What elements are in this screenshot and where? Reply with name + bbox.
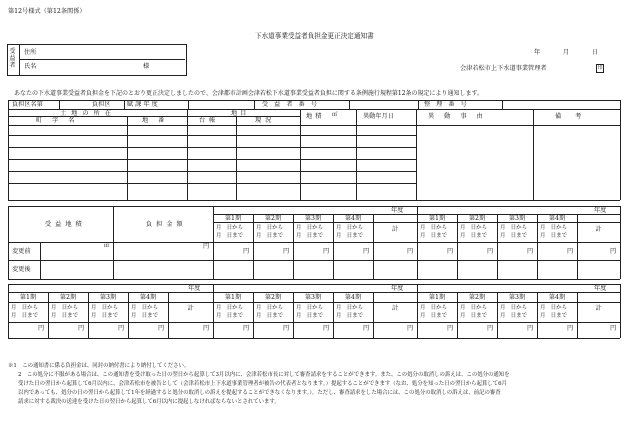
from-label: 月 日から <box>540 225 567 231</box>
beneficiary-no-label: 受益者番号 <box>262 101 323 108</box>
yen-unit: 円 <box>527 248 534 255</box>
period-1c: 第1期 <box>19 294 37 301</box>
date-year: 年 <box>534 49 541 56</box>
to-label: 月 日まで <box>460 313 487 319</box>
from-label: 月 日から <box>256 225 283 231</box>
remarks-header: 備考 <box>555 113 596 120</box>
area-unit: ㎡ <box>332 112 338 118</box>
yen-unit: 円 <box>567 248 574 255</box>
note-2-cont-2: 以内であっても、処分の日の翌日から起算して1年を経過すると処分の取消しの訴えを提起することができなくなります。）。ただし、審査請求をした場合には、この処分の取消しの訴えは、前記の審査 <box>18 390 501 396</box>
document-title: 下水道事業受益者負担金更正決定通知書 <box>255 32 374 40</box>
note-1: ※1 この通知書に係る負担金は、同封の納付書により納付してください。 <box>8 363 190 369</box>
period-3e: 第3期 <box>508 294 526 301</box>
yen-unit: 円 <box>78 325 85 332</box>
from-label: 月 日から <box>216 305 243 311</box>
from-label: 月 日から <box>216 225 243 231</box>
total-label: 計 <box>391 305 399 312</box>
change-date-header: 異動年月日 <box>363 113 394 120</box>
yen-unit: 円 <box>203 325 210 332</box>
yen-unit: 円 <box>158 325 165 332</box>
yen-unit: 円 <box>487 248 494 255</box>
from-label: 月 日から <box>420 305 447 311</box>
yen-unit: 円 <box>407 248 414 255</box>
before-label: 変更前 <box>12 248 31 255</box>
yen-unit: 円 <box>567 325 574 332</box>
from-label: 月 日から <box>256 305 283 311</box>
yen-unit: 円 <box>610 248 617 255</box>
from-label: 月 日から <box>500 305 527 311</box>
ward-label: 負担区名第 <box>12 101 43 108</box>
from-label: 月 日から <box>460 225 487 231</box>
change-reason-header: 異動事由 <box>428 113 493 120</box>
period-4a: 第4期 <box>344 215 362 222</box>
period-2d: 第2期 <box>264 294 282 301</box>
from-label: 月 日から <box>131 305 158 311</box>
period-4d: 第4期 <box>344 294 362 301</box>
address-label: 住所 <box>24 49 37 56</box>
levy-year-label: 賦課年度 <box>127 101 160 108</box>
note-2-cont-3: 請求に対する裁決の送達を受けた日の翌日から起算して6月以内に提起しなければならないとされています。 <box>18 399 280 405</box>
note-2-cont-1: 受けた日の翌日から起算して6月以内に、会津若松市を被告として（会津若松市上下水道事業管理者が被告の代表者となります。）提起することができます（なお、処分を知った日の翌日から起算して6月 <box>18 381 507 387</box>
yen-unit: 円 <box>447 325 454 332</box>
to-label: 月 日まで <box>420 233 447 239</box>
period-4e: 第4期 <box>548 294 566 301</box>
to-label: 月 日まで <box>420 313 447 319</box>
yen-unit: 円 <box>407 325 414 332</box>
period-1d: 第1期 <box>224 294 242 301</box>
current-header: 現況 <box>255 117 276 124</box>
year-label-3: 年度 <box>188 285 201 292</box>
issuer-name: 会津若松市上下水道事業管理者 <box>460 65 547 72</box>
to-label: 月 日まで <box>336 233 363 239</box>
period-3d: 第3期 <box>304 294 322 301</box>
yen-unit: 円 <box>323 248 330 255</box>
to-label: 月 日まで <box>131 313 158 319</box>
form-id: 第12号様式（第12条関係） <box>8 8 86 15</box>
period-3a: 第3期 <box>304 215 322 222</box>
period-1b: 第1期 <box>428 215 446 222</box>
year-label-5: 年度 <box>594 285 607 292</box>
to-label: 月 日まで <box>336 313 363 319</box>
yen-unit: 円 <box>243 325 250 332</box>
area-col-header: 受益地積 <box>45 221 86 228</box>
year-label-2: 年度 <box>594 207 607 214</box>
from-label: 月 日から <box>11 305 38 311</box>
period-2a: 第2期 <box>264 215 282 222</box>
period-1a: 第1期 <box>224 215 242 222</box>
after-label: 変更後 <box>12 266 31 273</box>
period-3b: 第3期 <box>508 215 526 222</box>
yen-unit: 円 <box>243 248 250 255</box>
period-2e: 第2期 <box>468 294 486 301</box>
honorific: 様 <box>143 63 150 70</box>
period-2c: 第2期 <box>59 294 77 301</box>
to-label: 月 日まで <box>256 313 283 319</box>
seal-mark: 印 <box>597 65 603 71</box>
yen-unit: 円 <box>610 325 617 332</box>
period-1e: 第1期 <box>428 294 446 301</box>
from-label: 月 日から <box>500 225 527 231</box>
to-label: 月 日まで <box>540 233 567 239</box>
note-2: 2 この処分に不服がある場合は、この通知書を受け取った日の翌日から起算して3月以内に、会津若松市長に対して審査請求をすることができます。また、この処分の取消しの訴えは、この処分の通知を <box>18 372 510 378</box>
to-label: 月 日まで <box>296 313 323 319</box>
from-label: 月 日から <box>51 305 78 311</box>
yen-unit: 円 <box>283 248 290 255</box>
from-label: 月 日から <box>336 305 363 311</box>
sqm-unit: ㎡ <box>104 243 110 249</box>
to-label: 月 日まで <box>296 233 323 239</box>
from-label: 月 日から <box>91 305 118 311</box>
recipient-side-label: 受益者 <box>9 48 16 69</box>
area-header: 地積 <box>306 113 325 120</box>
total-label: 計 <box>595 226 602 233</box>
from-label: 月 日から <box>460 305 487 311</box>
to-label: 月 日まで <box>91 313 118 319</box>
amount-col-header: 負担金額 <box>146 221 187 228</box>
total-label: 計 <box>187 305 194 312</box>
yen-unit: 円 <box>118 325 125 332</box>
year-label-1: 年度 <box>391 207 404 214</box>
ref-no-label: 整理番号 <box>424 101 473 108</box>
intro-text: あなたの下水道事業受益者負担金を下記のとおり更正決定しましたので、会津都市計画会津若松下水道事業受益者負担に関する条例施行規程第12条の規定により通知します。 <box>14 90 484 97</box>
period-4c: 第4期 <box>139 294 157 301</box>
yen-unit: 円 <box>363 248 370 255</box>
date-day: 日 <box>592 49 599 56</box>
from-label: 月 日から <box>336 225 363 231</box>
register-header: 台帳 <box>199 117 220 124</box>
yen-unit: 円 <box>527 325 534 332</box>
ledger-header: 地目 <box>231 110 250 117</box>
yen-unit: 円 <box>363 325 370 332</box>
location-header: 土地の所在 <box>60 110 116 117</box>
period-3c: 第3期 <box>99 294 117 301</box>
period-4b: 第4期 <box>548 215 566 222</box>
ward-suffix: 負担区 <box>92 101 111 108</box>
to-label: 月 日まで <box>256 233 283 239</box>
period-2b: 第2期 <box>468 215 486 222</box>
name-label: 氏名 <box>24 63 37 70</box>
yen-unit: 円 <box>283 325 290 332</box>
to-label: 月 日まで <box>460 233 487 239</box>
to-label: 月 日まで <box>11 313 38 319</box>
yen-unit: 円 <box>203 243 210 250</box>
town-header: 町字名 <box>36 117 85 124</box>
to-label: 月 日まで <box>500 233 527 239</box>
yen-unit: 円 <box>323 325 330 332</box>
to-label: 月 日まで <box>500 313 527 319</box>
yen-unit: 円 <box>447 248 454 255</box>
total-label: 計 <box>595 305 602 312</box>
date-month: 月 <box>563 49 570 56</box>
from-label: 月 日から <box>296 225 323 231</box>
yen-unit: 円 <box>487 325 494 332</box>
total-label: 計 <box>391 226 399 233</box>
lot-header: 地番 <box>142 117 175 124</box>
yen-unit: 円 <box>38 325 45 332</box>
from-label: 月 日から <box>540 305 567 311</box>
to-label: 月 日まで <box>540 313 567 319</box>
from-label: 月 日から <box>420 225 447 231</box>
from-label: 月 日から <box>296 305 323 311</box>
year-label-4: 年度 <box>391 285 404 292</box>
to-label: 月 日まで <box>216 313 243 319</box>
to-label: 月 日まで <box>216 233 243 239</box>
to-label: 月 日まで <box>51 313 78 319</box>
